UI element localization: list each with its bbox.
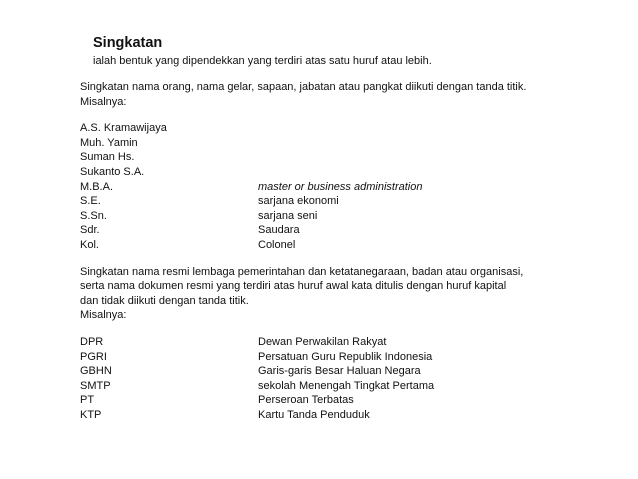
abbreviation-meaning: sekolah Menengah Tingkat Pertama [258, 379, 435, 392]
abbreviation-row [80, 209, 600, 224]
abbreviation: KTP [80, 408, 102, 421]
abbreviation-meaning: Persatuan Guru Republik Indonesia [258, 350, 433, 363]
abbreviation-meaning: Garis-garis Besar Haluan Negara [258, 365, 421, 378]
abbreviation-meaning: Perseroan Terbatas [258, 394, 354, 407]
abbreviation-row [80, 350, 600, 365]
spacer [80, 323, 600, 335]
abbreviation: Kol. [80, 238, 99, 251]
abbreviation: S.E. [80, 195, 101, 208]
abbreviation-meaning: sarjana ekonomi [258, 195, 339, 208]
name-example: A.S. Kramawijaya [80, 122, 167, 135]
abbreviation: GBHN [80, 365, 112, 378]
abbreviation-row [80, 335, 600, 350]
definition-text: ialah bentuk yang dipendekkan yang terdiri atas satu huruf atau lebih. [93, 55, 432, 67]
abbreviation: M.B.A. [80, 180, 114, 193]
example-label-2: Misalnya: [80, 309, 127, 322]
abbreviation-row [80, 238, 600, 253]
spacer [80, 253, 600, 265]
rule-text-2-line: serta nama dokumen resmi yang terdiri atas huruf awal kata ditulis dengan huruf kapital [80, 280, 507, 293]
abbreviation: Sdr. [80, 224, 100, 237]
abbreviation-meaning: Kartu Tanda Penduduk [258, 408, 370, 421]
abbreviation: PGRI [80, 350, 107, 363]
rule-text-2-line: dan tidak diikuti dengan tanda titik. [80, 294, 249, 307]
abbreviation-row [80, 194, 600, 209]
abbreviation-meaning: sarjana seni [258, 209, 318, 222]
abbreviation-meaning: Saudara [258, 224, 300, 237]
abbreviation: S.Sn. [80, 209, 107, 222]
name-example: Muh. Yamin [80, 136, 138, 149]
abbreviation: SMTP [80, 379, 111, 392]
abbreviation-row [80, 364, 600, 379]
abbreviation-meaning: Dewan Perwakilan Rakyat [258, 335, 387, 348]
abbreviation: PT [80, 394, 95, 407]
abbreviation-row [80, 393, 600, 408]
spacer [80, 109, 600, 121]
abbreviation-meaning: Colonel [258, 238, 296, 251]
page-title: Singkatan [93, 35, 163, 51]
rule-text-2-line: Singkatan nama resmi lembaga pemerintahan dan ketatanegaraan, badan atau organisasi, [80, 265, 524, 278]
abbreviation-row [80, 408, 600, 423]
abbreviation: DPR [80, 335, 104, 348]
rule-text-1: Singkatan nama orang, nama gelar, sapaan, jabatan atau pangkat diikuti dengan tanda titik. [80, 81, 527, 93]
content-body [80, 80, 600, 422]
name-example: Sukanto S.A. [80, 165, 145, 178]
abbreviation-row [80, 223, 600, 238]
example-label-1: Misalnya: [80, 95, 127, 108]
name-example: Suman Hs. [80, 151, 135, 164]
abbreviation-row [80, 379, 600, 394]
abbreviation-row [80, 180, 600, 195]
abbreviation-meaning: master or business administration [258, 180, 423, 193]
